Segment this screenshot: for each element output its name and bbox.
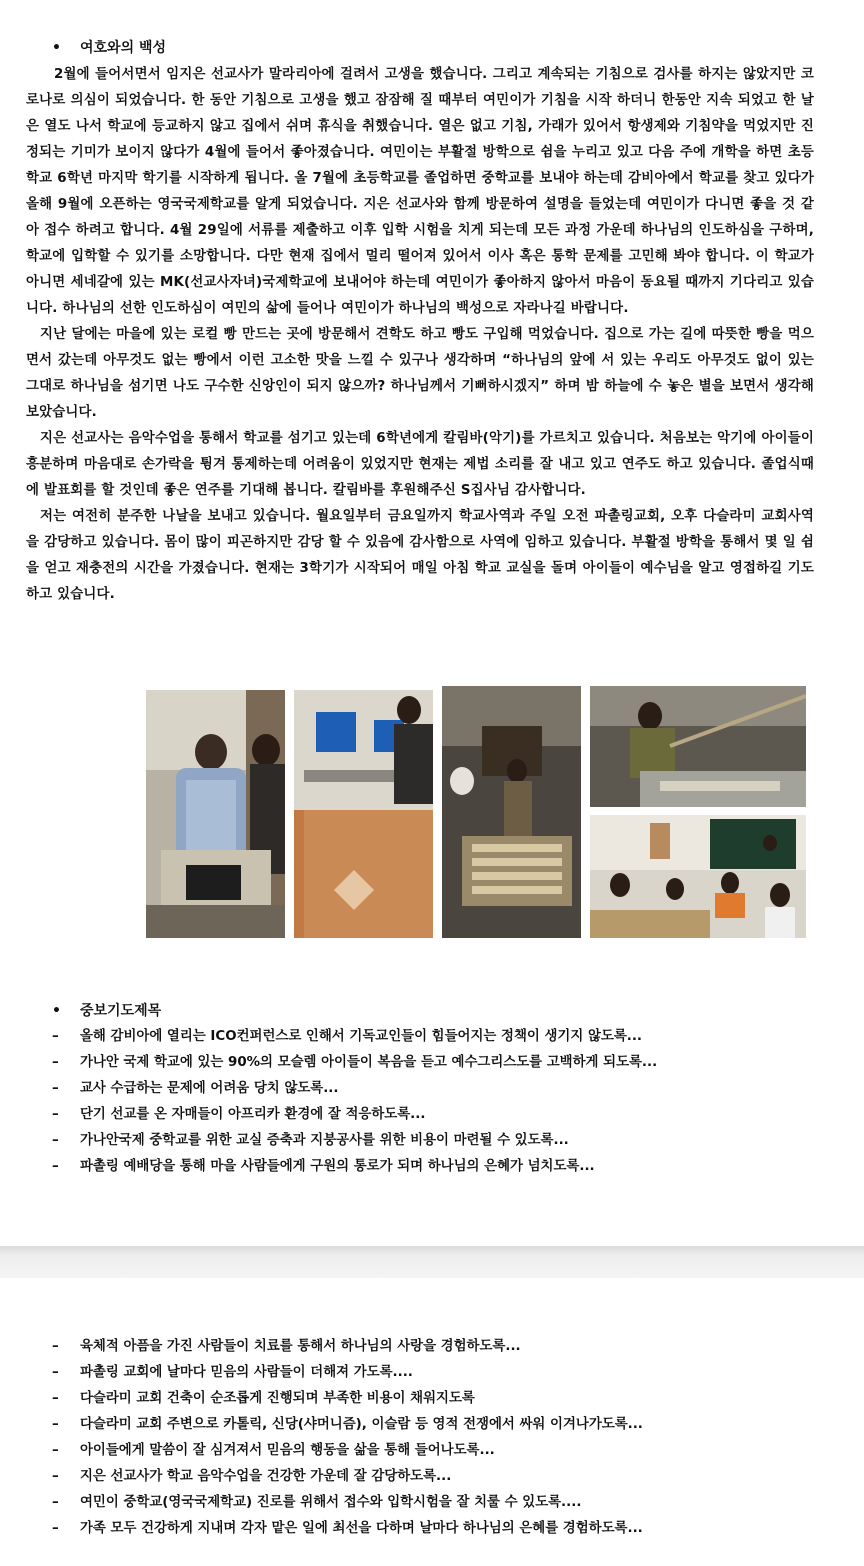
list-item [52, 1516, 643, 1542]
list-item [52, 1076, 657, 1102]
section-title: 중보기도제목 [80, 1003, 162, 1019]
list-item [52, 1464, 643, 1490]
prayer-list-page1 [52, 1024, 657, 1180]
section-heading-people [52, 36, 166, 60]
prayer-item-text: 다슬라미 교회 건축이 순조롭게 진행되며 부족한 비용이 채워지도록 [80, 1391, 475, 1406]
prayer-item-text: 지은 선교사가 학교 음악수업을 건강한 가운데 잘 감당하도록... [80, 1469, 452, 1484]
prayer-item-text: 가족 모두 건강하게 지내며 각자 맡은 일에 최선을 다하며 날마다 하나님의 은혜를 경험하도록... [80, 1521, 643, 1536]
photo-computer-lab [294, 690, 433, 938]
prayer-item-text: 파촐링 예배당을 통해 마을 사람들에게 구원의 통로가 되며 하나님의 은혜가 넘치도록... [80, 1159, 595, 1174]
list-item [52, 1412, 643, 1438]
list-item [52, 1386, 643, 1412]
dash-marker: – [52, 1391, 59, 1406]
list-item [52, 1102, 657, 1128]
list-item [52, 1490, 643, 1516]
dash-marker: – [52, 1029, 59, 1044]
paragraph-kalimba-class: 지은 선교사는 음악수업을 통해서 학교를 섬기고 있는데 6학년에게 칼림바(악기)를 가르치고 있습니다. 처음보는 악기에 아이들이 흥분하며 마음대로 손가락을 튕겨 통제하는데 어려움이 있었지만 현재는 제법 소리를 잘 내고 있고 연주도 하고 있습니다. 졸업식때에 발표회를 할 것인데 좋은 연주를 기대해 봅니다. 칼림바를 후원해주신 S집사님 감사합니다. [26, 431, 814, 498]
document-page-2 [0, 1278, 864, 1566]
prayer-item-text: 여민이 중학교(영국국제학교) 진로를 위해서 접수와 입학시험을 잘 치룰 수 있도록.... [80, 1495, 582, 1510]
paragraph-ministry-schedule: 저는 여전히 분주한 나날을 보내고 있습니다. 월요일부터 금요일까지 학교사역과 주일 오전 파촐링교회, 오후 다슬라미 교회사역을 감당하고 있습니다. 몸이 많이 피곤하지만 감당 할 수 있음에 감사함으로 사역에 임하고 있습니다. 부활절 방학을 통해서 몇 일 쉼을 얻고 재충전의 시간을 가졌습니다. 현재는 3학기가 시작되어 매일 아침 학교 교실을 돌며 아이들이 예수님을 알고 영접하길 기도하고 있습니다. [26, 509, 814, 602]
page-separator [0, 1246, 864, 1278]
photo-classroom [590, 815, 806, 938]
bullet-marker: • [52, 1003, 61, 1019]
dash-marker: – [52, 1055, 59, 1070]
list-item [52, 1128, 657, 1154]
prayer-item-text: 파촐링 교회에 날마다 믿음의 사람들이 더해져 가도록.... [80, 1365, 413, 1380]
dash-marker: – [52, 1521, 59, 1536]
prayer-item-text: 아이들에게 말씀이 잘 심겨져서 믿음의 행동을 삶을 통해 들어나도록... [80, 1443, 495, 1458]
prayer-item-text: 다슬라미 교회 주변으로 카톨릭, 신당(샤머니즘), 이슬람 등 영적 전쟁에서 싸워 이겨나가도록... [80, 1417, 643, 1432]
photo-desk-setup [146, 690, 285, 938]
dash-marker: – [52, 1469, 59, 1484]
dash-marker: – [52, 1495, 59, 1510]
photo-baker-at-oven [590, 686, 806, 807]
dash-marker: – [52, 1417, 59, 1432]
list-item [52, 1438, 643, 1464]
dash-marker: – [52, 1365, 59, 1380]
list-item [52, 1050, 657, 1076]
photo-collage [146, 686, 806, 938]
prayer-item-text: 교사 수급하는 문제에 어려움 당치 않도록... [80, 1081, 339, 1096]
section-heading-prayer [52, 999, 161, 1023]
list-item [52, 1360, 643, 1386]
dash-marker: – [52, 1159, 59, 1174]
dash-marker: – [52, 1339, 59, 1354]
bullet-marker: • [52, 40, 61, 56]
dash-marker: – [52, 1081, 59, 1096]
list-item [52, 1334, 643, 1360]
prayer-item-text: 단기 선교를 온 자매들이 아프리카 환경에 잘 적응하도록... [80, 1107, 426, 1122]
prayer-item-text: 가나안 국제 학교에 있는 90%의 모슬렘 아이들이 복음을 듣고 예수그리스도를 고백하게 되도록... [80, 1055, 658, 1070]
list-item [52, 1154, 657, 1180]
section-title: 여호와의 백성 [80, 40, 167, 56]
prayer-item-text: 가나안국제 중학교를 위한 교실 증축과 지붕공사를 위한 비용이 마련될 수 있도록... [80, 1133, 569, 1148]
dash-marker: – [52, 1443, 59, 1458]
list-item [52, 1024, 657, 1050]
prayer-item-text: 육체적 아픔을 가진 사람들이 치료를 통해서 하나님의 사랑을 경험하도록... [80, 1339, 521, 1354]
prayer-list-page2 [52, 1334, 643, 1542]
prayer-item-text: 올해 감비아에 열리는 ICO컨퍼런스로 인해서 기독교인들이 힘들어지는 정책이 생기지 않도록... [80, 1029, 643, 1044]
paragraph-bakery-visit: 지난 달에는 마을에 있는 로컬 빵 만드는 곳에 방문해서 견학도 하고 빵도 구입해 먹었습니다. 집으로 가는 길에 따뜻한 빵을 먹으면서 갔는데 아무것도 없는 빵에서 이런 고소한 맛을 느낄 수 있구나 생각하며 “하나님의 앞에 서 있는 우리도 아무것도 없이 있는 그대로 하나님을 섬기면 나도 구수한 신앙인이 되지 않으까? 하나님께서 기뻐하시겠지” 하며 밤 하늘에 수 놓은 별을 보면서 생각해 보았습니다. [26, 327, 814, 420]
body-text [26, 62, 814, 608]
photo-bakery-oven [442, 686, 581, 938]
dash-marker: – [52, 1133, 59, 1148]
dash-marker: – [52, 1107, 59, 1122]
paragraph-family-news: 2월에 들어서면서 임지은 선교사가 말라리아에 걸려서 고생을 했습니다. 그리고 계속되는 기침으로 검사를 하지는 않았지만 코로나로 의심이 되었습니다. 한 동안 기침으로 고생을 했고 잠잠해 질 때부터 여민이가 기침을 시작 하더니 한동안 지속 되었고 한 날은 열도 나서 학교에 등교하지 않고 집에서 쉬며 휴식을 취했습니다. 열은 없고 기침, 가래가 있어서 항생제와 기침약을 먹었지만 진정되는 기미가 보이지 않다가 4월에 들어서 좋아졌습니다. 여민이는 부활절 방학으로 쉼을 누리고 있고 다음 주에 개학을 하면 초등학교 6학년 마지막 학기를 시작하게 됩니다. 올 7월에 초등학교를 졸업하면 중학교를 보내야 하는데 감비아에서 학교를 찾고 있다가 올해 9월에 오픈하는 영국국제학교를 알게 되었습니다. 지은 선교사와 함께 방문하여 설명을 들었는데 여민이가 다니면 좋을 것 같아 접수 하려고 합니다. 4월 29일에 서류를 제출하고 이후 입학 시험을 치게 되는데 모든 과정 가운데 하나님의 인도하심을 구하며, 학교에 입학할 수 있기를 소망합니다. 다만 현재 집에서 멀리 떨어져 있어서 이사 혹은 통학 문제를 고민해 봐야 합니다. 이 학교가 아니면 세네갈에 있는 MK(선교사자녀)국제학교에 보내어야 하는데 여민이가 좋아하지 않아서 마음이 동요될 때까지 기다리고 있습니다. 하나님의 선한 인도하심이 여민의 삶에 들어나 여민이가 하나님의 백성으로 자라나길 바랍니다. [26, 67, 814, 316]
